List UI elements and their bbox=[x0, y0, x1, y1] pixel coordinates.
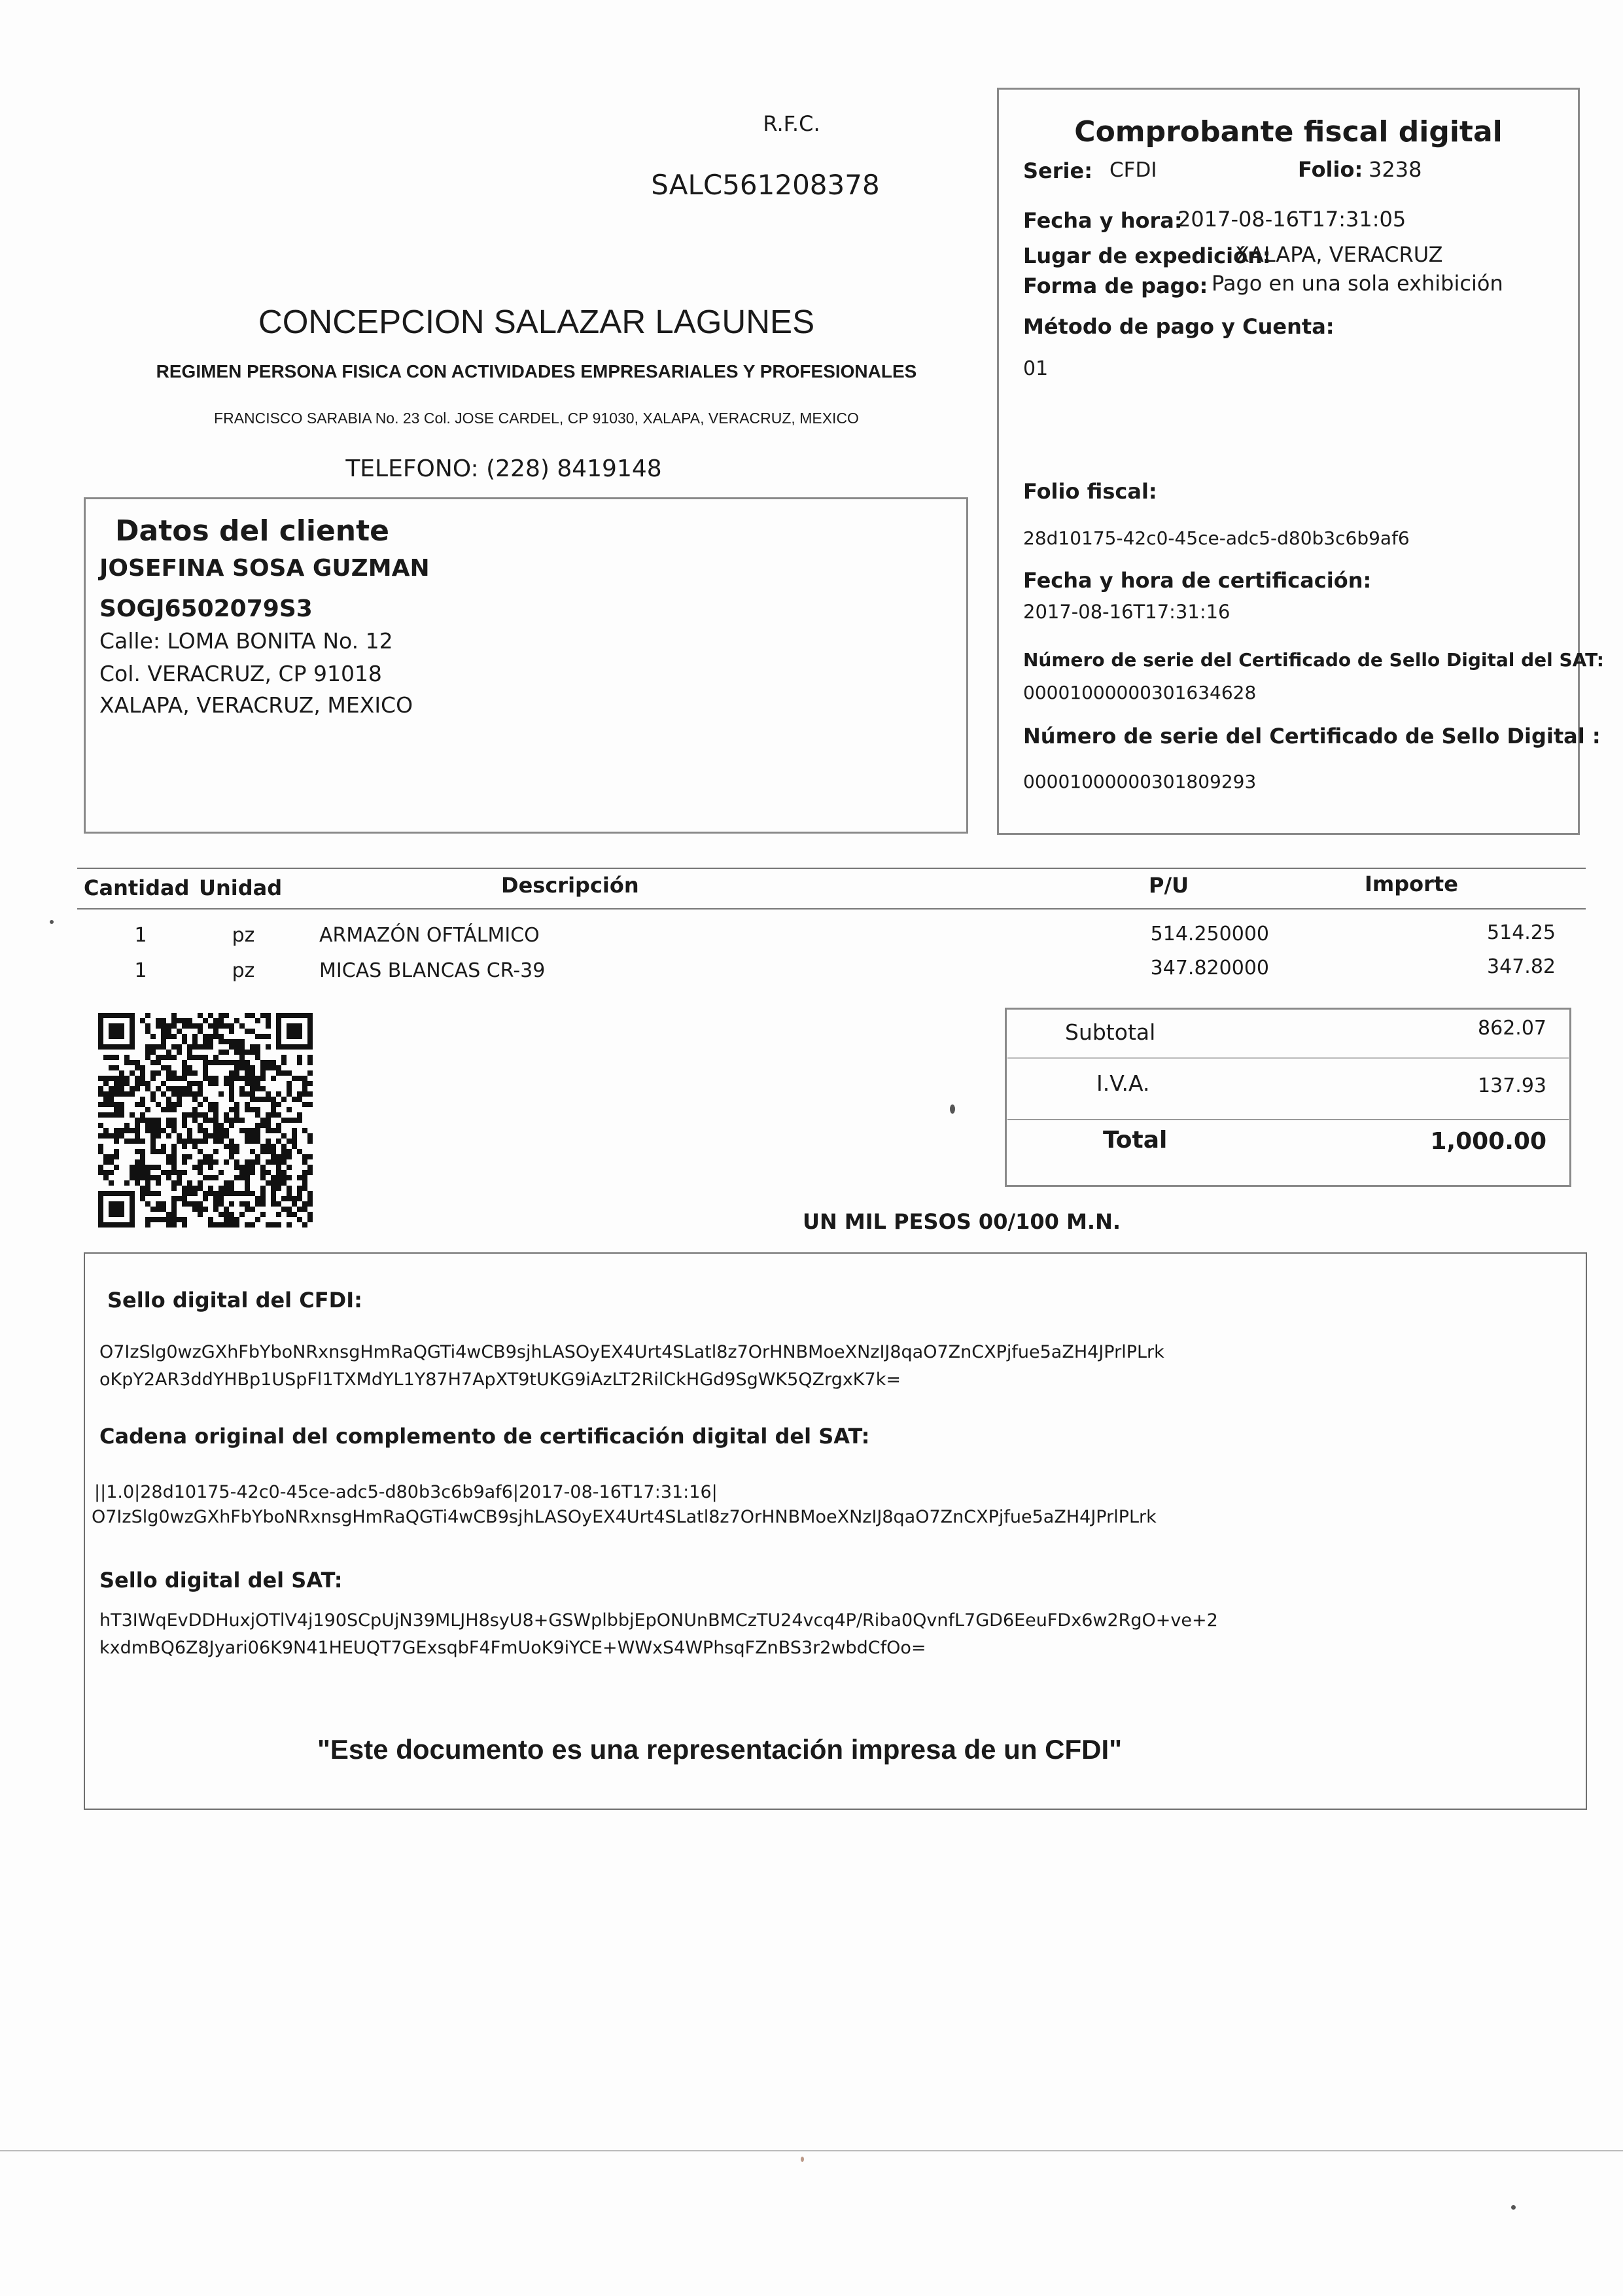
total-value: 1,000.00 bbox=[1430, 1128, 1546, 1155]
cert-sat-value: 00001000000301634628 bbox=[1023, 682, 1257, 703]
cadena-label: Cadena original del complemento de certificación digital del SAT: bbox=[99, 1424, 870, 1449]
header-descripcion: Descripción bbox=[501, 873, 639, 898]
emisor-rfc: SALC561208378 bbox=[651, 169, 880, 201]
folio-label: Folio: bbox=[1298, 157, 1363, 182]
scan-edge-line bbox=[0, 2150, 1623, 2151]
leyenda-cfdi: "Este documento es una representación impresa de un CFDI" bbox=[317, 1734, 1123, 1765]
comprobante-title: Comprobante fiscal digital bbox=[1074, 115, 1503, 149]
cadena-line-1: ||1.0|28d10175-42c0-45ce-adc5-d80b3c6b9af6|2017-08-16T17:31:16| bbox=[94, 1482, 718, 1502]
table-top-rule bbox=[77, 868, 1586, 869]
rfc-label: R.F.C. bbox=[763, 111, 820, 136]
row-descripcion: MICAS BLANCAS CR-39 bbox=[319, 959, 546, 982]
fecha-cert-value: 2017-08-16T17:31:16 bbox=[1023, 601, 1230, 623]
forma-value: Pago en una sola exhibición bbox=[1212, 271, 1503, 296]
row-unidad: pz bbox=[232, 959, 255, 982]
serie-value: CFDI bbox=[1109, 158, 1157, 182]
totales-rule-1 bbox=[1007, 1057, 1569, 1059]
row-cantidad: 1 bbox=[134, 959, 147, 982]
header-pu: P/U bbox=[1149, 873, 1189, 898]
iva-value: 137.93 bbox=[1478, 1074, 1546, 1097]
row-pu: 347.820000 bbox=[1150, 957, 1269, 980]
folio-value: 3238 bbox=[1369, 157, 1422, 182]
header-cantidad: Cantidad bbox=[84, 875, 190, 900]
scan-speck bbox=[950, 1104, 955, 1114]
cliente-calle: Calle: LOMA BONITA No. 12 bbox=[99, 628, 393, 654]
emisor-telefono: TELEFONO: (228) 8419148 bbox=[345, 455, 662, 482]
fecha-cert-label: Fecha y hora de certificación: bbox=[1023, 568, 1372, 593]
sellos-box bbox=[84, 1252, 1587, 1810]
emisor-nombre: CONCEPCION SALAZAR LAGUNES bbox=[258, 303, 815, 340]
row-importe: 514.25 bbox=[1487, 921, 1556, 944]
sello-cfdi-line-2: oKpY2AR3ddYHBp1USpFl1TXMdYL1Y87H7ApXT9tUKG9iAzLT2RilCkHGd9SgWK5QZrgxK7k= bbox=[99, 1369, 901, 1390]
forma-label: Forma de pago: bbox=[1023, 274, 1208, 298]
table-header-rule bbox=[77, 908, 1586, 910]
cliente-title: Datos del cliente bbox=[115, 514, 390, 548]
row-cantidad: 1 bbox=[134, 924, 147, 947]
row-importe: 347.82 bbox=[1487, 955, 1556, 978]
row-pu: 514.250000 bbox=[1150, 923, 1269, 945]
cadena-line-2: O7IzSlg0wzGXhFbYboNRxnsgHmRaQGTi4wCB9sjhLASOyEX4Urt4SLatl8z7OrHNBMoeXNzIJ8qaO7ZnCXPjfue5aZH4JPrlPLrk bbox=[92, 1507, 1157, 1527]
scan-speck bbox=[50, 920, 54, 924]
cert-sat-label: Número de serie del Certificado de Sello Digital del SAT: bbox=[1023, 649, 1604, 671]
row-descripcion: ARMAZÓN OFTÁLMICO bbox=[319, 924, 540, 947]
lugar-value: XALAPA, VERACRUZ bbox=[1235, 242, 1443, 267]
row-unidad: pz bbox=[232, 924, 255, 947]
scan-speck bbox=[801, 2157, 804, 2162]
emisor-regimen: REGIMEN PERSONA FISICA CON ACTIVIDADES EMPRESARIALES Y PROFESIONALES bbox=[156, 361, 917, 381]
iva-label: I.V.A. bbox=[1096, 1070, 1150, 1096]
header-importe: Importe bbox=[1365, 872, 1458, 896]
serie-label: Serie: bbox=[1023, 158, 1092, 183]
qr-code-image bbox=[98, 1013, 313, 1227]
subtotal-label: Subtotal bbox=[1065, 1019, 1156, 1045]
total-label: Total bbox=[1103, 1127, 1168, 1154]
cert-value: 00001000000301809293 bbox=[1023, 771, 1257, 792]
metodo-value: 01 bbox=[1023, 357, 1049, 380]
cert-label: Número de serie del Certificado de Sello Digital : bbox=[1023, 724, 1601, 749]
sello-cfdi-line-1: O7IzSlg0wzGXhFbYboNRxnsgHmRaQGTi4wCB9sjhLASOyEX4Urt4SLatl8z7OrHNBMoeXNzIJ8qaO7ZnCXPjfue5aZH4JPrlPLrk bbox=[99, 1342, 1164, 1362]
header-unidad: Unidad bbox=[199, 875, 283, 900]
folio-fiscal-label: Folio fiscal: bbox=[1023, 479, 1157, 504]
cliente-ciudad: XALAPA, VERACRUZ, MEXICO bbox=[99, 692, 413, 718]
total-en-letra: UN MIL PESOS 00/100 M.N. bbox=[802, 1209, 1121, 1234]
subtotal-value: 862.07 bbox=[1478, 1017, 1546, 1040]
sello-cfdi-label: Sello digital del CFDI: bbox=[107, 1288, 362, 1313]
totales-rule-2 bbox=[1007, 1119, 1569, 1120]
cliente-colonia: Col. VERACRUZ, CP 91018 bbox=[99, 661, 382, 686]
sello-sat-label: Sello digital del SAT: bbox=[99, 1568, 343, 1593]
fecha-value: 2017-08-16T17:31:05 bbox=[1178, 207, 1406, 232]
fecha-label: Fecha y hora: bbox=[1023, 208, 1183, 233]
scan-speck bbox=[1511, 2205, 1516, 2210]
sello-sat-line-2: kxdmBQ6Z8Jyari06K9N41HEUQT7GExsqbF4FmUoK9iYCE+WWxS4WPhsqFZnBS3r2wbdCfOo= bbox=[99, 1638, 926, 1658]
sello-sat-line-1: hT3IWqEvDDHuxjOTlV4j190SCpUjN39MLJH8syU8+GSWplbbjEpONUnBMCzTU24vcq4P/Riba0QvnfL7GD6EeuFDx6w2RgO+ve+2 bbox=[99, 1610, 1218, 1631]
cliente-rfc: SOGJ6502079S3 bbox=[99, 595, 313, 622]
comprobante-box bbox=[997, 88, 1580, 835]
metodo-label: Método de pago y Cuenta: bbox=[1023, 314, 1335, 339]
folio-fiscal-value: 28d10175-42c0-45ce-adc5-d80b3c6b9af6 bbox=[1023, 527, 1410, 549]
lugar-label: Lugar de expedición: bbox=[1023, 243, 1271, 268]
emisor-domicilio: FRANCISCO SARABIA No. 23 Col. JOSE CARDEL, CP 91030, XALAPA, VERACRUZ, MEXICO bbox=[214, 410, 859, 427]
cliente-nombre: JOSEFINA SOSA GUZMAN bbox=[99, 555, 430, 582]
